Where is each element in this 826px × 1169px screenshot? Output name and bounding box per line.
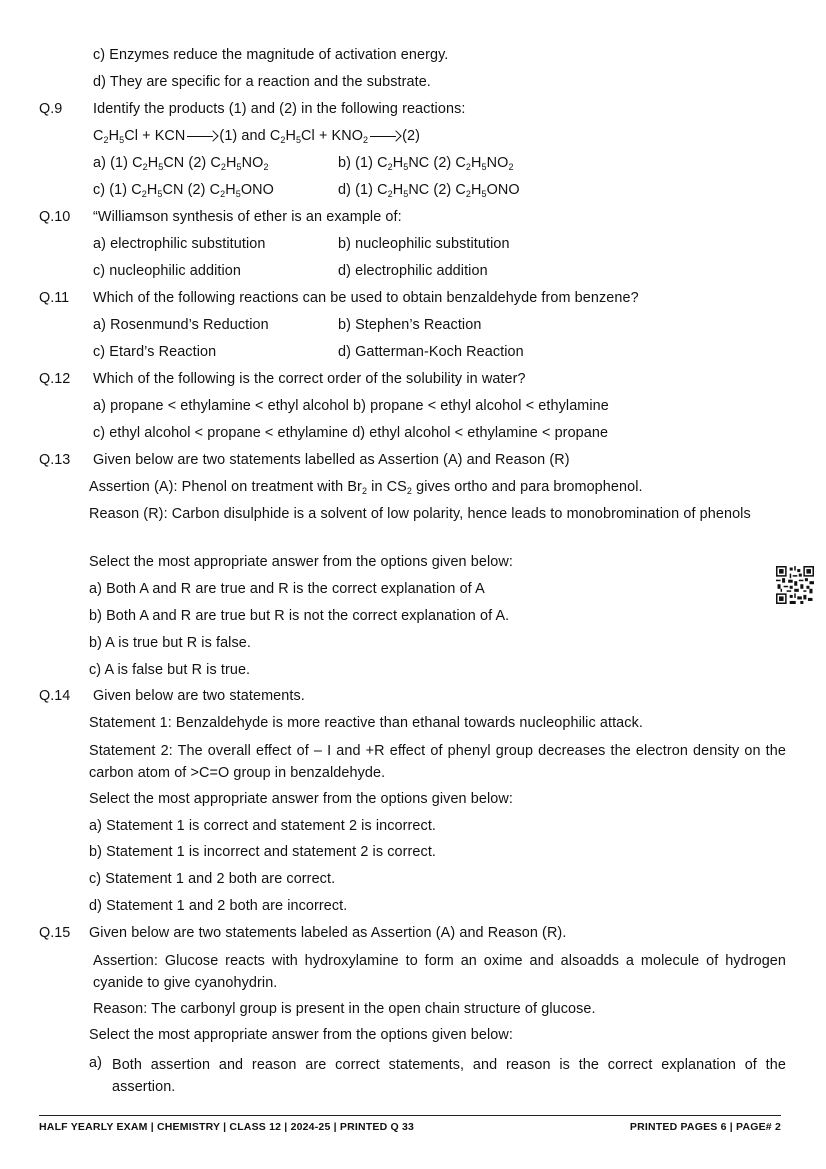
question-number: Q.12: [39, 371, 71, 387]
option-c: c) Statement 1 and 2 both are correct.: [89, 871, 336, 887]
option-a-label: a): [89, 1055, 102, 1071]
option-a: a) (1) $C_2H_5CN$ (2) $C_2H_5NO_2$: [93, 155, 269, 172]
option-b: b) nucleophilic substitution: [338, 236, 510, 252]
option-a: Both assertion and reason are correct statements, and reason is the correct explanation of the assertion.: [112, 1057, 786, 1095]
footer-divider: [39, 1115, 781, 1116]
option-b: b) Both A and R are true but R is not the correct explanation of A.: [89, 608, 510, 624]
question-text: “Williamson synthesis of ether is an example of:: [93, 209, 402, 225]
option-a: a) electrophilic substitution: [93, 236, 266, 252]
question-number: Q.15: [39, 925, 71, 941]
question-text: Given below are two statements labeled as Assertion (A) and Reason (R).: [89, 925, 567, 941]
option-d: d) electrophilic addition: [338, 263, 488, 279]
question-text: Which of the following reactions can be used to obtain benzaldehyde from benzene?: [93, 290, 639, 306]
select-instruction: Select the most appropriate answer from the options given below:: [89, 554, 513, 570]
assertion-text: Assertion (A): Phenol on treatment with $Br_2$ in $CS_2$ gives ortho and para bromophenol.: [89, 479, 643, 496]
option-d: c) A is false but R is true.: [89, 662, 251, 678]
question-number: Q.13: [39, 452, 71, 468]
statement-2: Statement 2: The overall effect of – I and +R effect of phenyl group decreases the electron density on the carbon atom of >C=O group in benzaldehyde.: [89, 743, 786, 781]
option-d: d) (1) $C_2H_5NC$ (2) $C_2H_5ONO$: [338, 182, 520, 199]
select-instruction: Select the most appropriate answer from the options given below:: [89, 1027, 513, 1043]
option-c: c) (1) $C_2H_5CN$ (2) $C_2H_5ONO$: [93, 182, 274, 199]
option-b: b) Stephen’s Reaction: [338, 317, 482, 333]
option-b: b) Statement 1 is incorrect and statement 2 is correct.: [89, 844, 437, 860]
question-number: Q.14: [39, 688, 71, 704]
option-c: c) Enzymes reduce the magnitude of activation energy.: [93, 47, 449, 63]
option-ab: a) propane < ethylamine < ethyl alcohol b) propane < ethyl alcohol < ethylamine: [93, 398, 609, 414]
assertion-text: Assertion: Glucose reacts with hydroxylamine to form an oxime and alsoadds a molecule of hydrogen cyanide to give cyanohydrin.: [93, 953, 786, 991]
option-a: a) Both A and R are true and R is the correct explanation of A: [89, 581, 485, 597]
question-text: Which of the following is the correct order of the solubility in water?: [93, 371, 526, 387]
option-c: c) nucleophilic addition: [93, 263, 241, 279]
qr-code-icon: [776, 566, 814, 604]
reaction-line: $C_2H_5Cl$ + KCN (1) and $C_2H_5Cl + KNO_2$ (2): [93, 128, 421, 145]
arrow-icon: [368, 131, 402, 141]
footer-right: PRINTED PAGES 6 | PAGE# 2: [629, 1121, 781, 1133]
footer-left: HALF YEARLY EXAM | CHEMISTRY | CLASS 12 | 2024-25 | PRINTED Q 33: [39, 1121, 415, 1133]
option-a: a) Rosenmund’s Reduction: [93, 317, 269, 333]
question-text: Given below are two statements labelled as Assertion (A) and Reason (R): [93, 452, 570, 468]
option-a: a) Statement 1 is correct and statement 2 is incorrect.: [89, 818, 437, 834]
select-instruction: Select the most appropriate answer from the options given below:: [89, 791, 513, 807]
option-d: d) They are specific for a reaction and the substrate.: [93, 74, 431, 90]
question-text: Given below are two statements.: [93, 688, 305, 704]
option-c: c) Etard’s Reaction: [93, 344, 217, 360]
option-d: d) Statement 1 and 2 both are incorrect.: [89, 898, 348, 914]
question-number: Q.11: [39, 290, 70, 306]
option-cd: c) ethyl alcohol < propane < ethylamine d) ethyl alcohol < ethylamine < propane: [93, 425, 609, 441]
reason-text: Reason (R): Carbon disulphide is a solvent of low polarity, hence leads to monobromination of phenols: [89, 506, 751, 522]
arrow-icon: [185, 131, 219, 141]
option-d: d) Gatterman-Koch Reaction: [338, 344, 524, 360]
option-c: b) A is true but R is false.: [89, 635, 251, 651]
question-number: Q.10: [39, 209, 71, 225]
question-number: Q.9: [39, 101, 63, 117]
option-b: b) (1) $C_2H_5NC$ (2) $C_2H_5NO_2$: [338, 155, 514, 172]
question-text: Identify the products (1) and (2) in the following reactions:: [93, 101, 466, 117]
reason-text: Reason: The carbonyl group is present in the open chain structure of glucose.: [93, 1001, 596, 1017]
statement-1: Statement 1: Benzaldehyde is more reactive than ethanal towards nucleophilic attack.: [89, 715, 643, 731]
